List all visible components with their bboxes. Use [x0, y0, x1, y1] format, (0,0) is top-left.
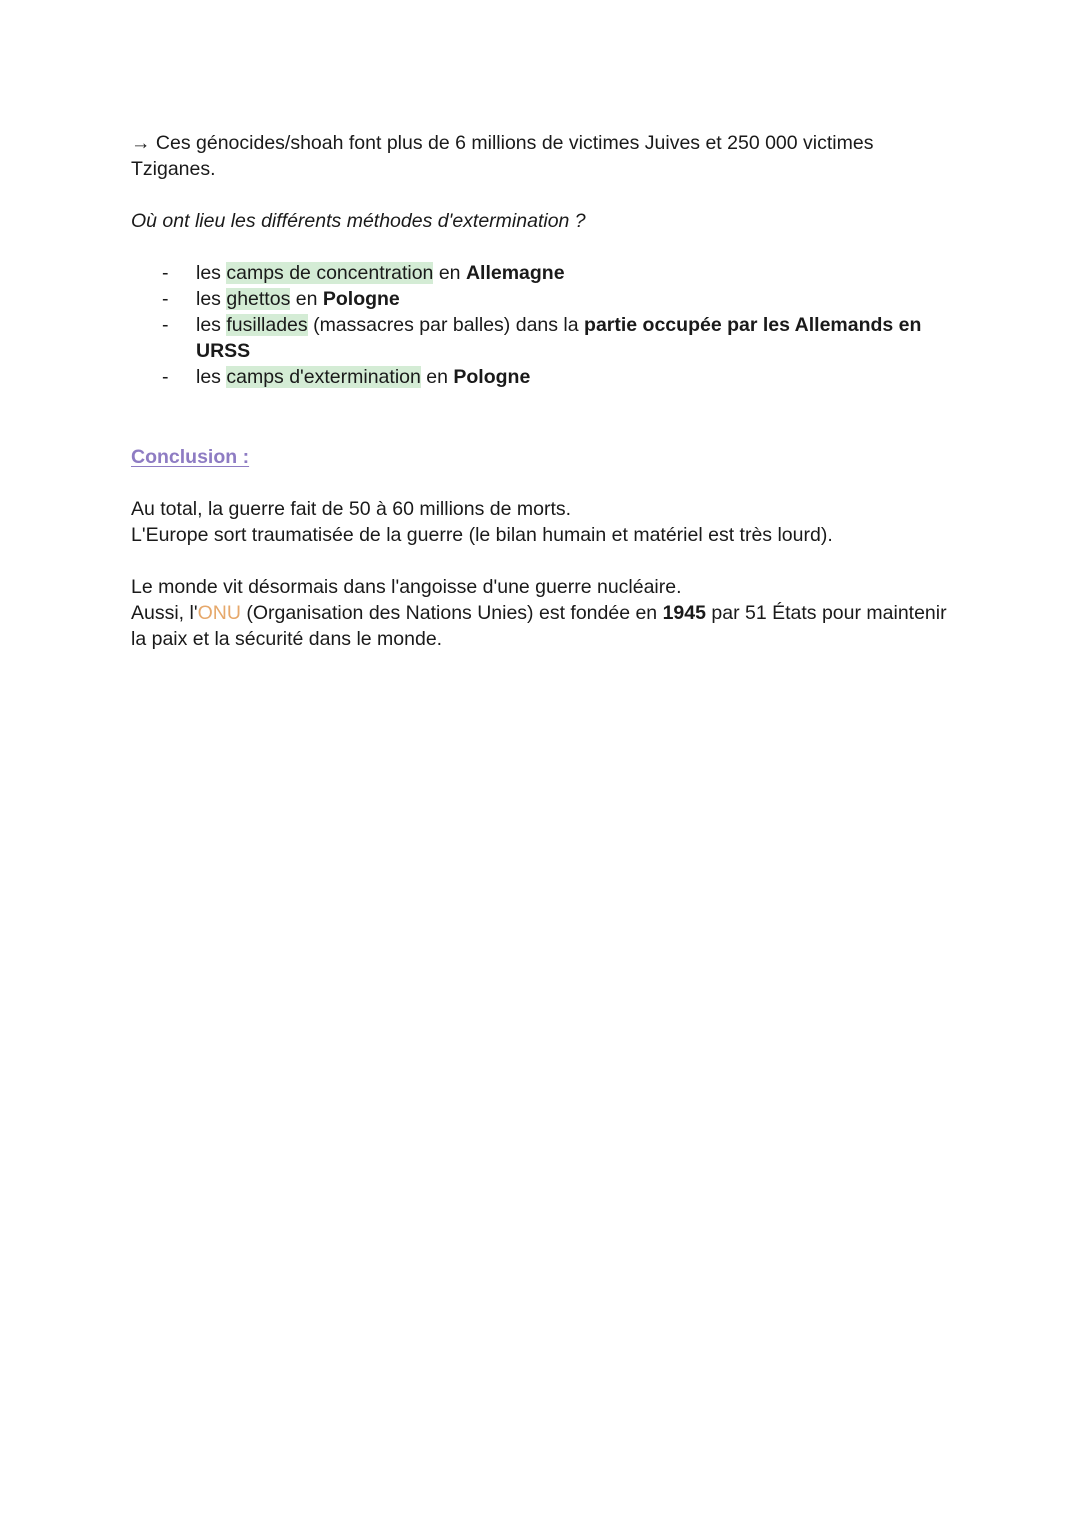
- onu-suffix: par 51 États pour maintenir la paix et la sécurité dans le monde.: [131, 602, 947, 650]
- dash-bullet: -: [162, 262, 169, 284]
- conclusion-line: Au total, la guerre fait de 50 à 60 millions de morts.: [131, 498, 572, 520]
- list-item: [131, 260, 961, 286]
- document-page: [131, 130, 961, 678]
- bold-location: Allemagne: [465, 262, 565, 284]
- conclusion-heading: Conclusion :: [131, 446, 250, 468]
- bold-location: Pologne: [453, 366, 531, 388]
- year-bold: 1945: [662, 602, 706, 624]
- list-item: [131, 286, 961, 312]
- item-prefix: les: [196, 314, 227, 336]
- intro-text: Ces génocides/shoah font plus de 6 millions de victimes Juives et 250 000 victimes Tziganes.: [131, 132, 874, 180]
- highlighted-term: ghettos: [226, 288, 291, 310]
- dash-bullet: -: [162, 288, 169, 310]
- item-prefix: les: [196, 366, 227, 388]
- item-middle: en: [420, 366, 454, 388]
- item-middle: en: [290, 288, 323, 310]
- item-middle: en: [433, 262, 466, 284]
- intro-paragraph: [131, 130, 961, 182]
- highlighted-term: camps de concentration: [226, 262, 434, 284]
- list-item: [131, 312, 961, 364]
- question-heading: Où ont lieu les différents méthodes d'extermination ?: [131, 210, 586, 232]
- conclusion-paragraph-2: [131, 574, 961, 652]
- dash-bullet: -: [162, 314, 169, 336]
- bold-location: partie occupée par les Allemands en URSS: [196, 314, 922, 362]
- onu-prefix: Aussi, l': [131, 602, 198, 624]
- highlighted-term: camps d'extermination: [226, 366, 421, 388]
- list-item: [131, 364, 961, 390]
- conclusion-line: L'Europe sort traumatisée de la guerre (le bilan humain et matériel est très lourd).: [131, 524, 833, 546]
- onu-middle: (Organisation des Nations Unies) est fondée en: [240, 602, 663, 624]
- conclusion-paragraph-1: [131, 496, 961, 548]
- methods-list: [131, 260, 961, 390]
- arrow-icon: →: [131, 132, 151, 154]
- item-prefix: les: [196, 288, 227, 310]
- onu-sentence: [131, 600, 961, 652]
- highlighted-term: fusillades: [226, 314, 308, 336]
- conclusion-line: Le monde vit désormais dans l'angoisse d'une guerre nucléaire.: [131, 576, 682, 598]
- onu-term: ONU: [197, 602, 241, 624]
- item-prefix: les: [196, 262, 227, 284]
- item-middle: (massacres par balles) dans la: [307, 314, 585, 336]
- dash-bullet: -: [162, 366, 169, 388]
- bold-location: Pologne: [322, 288, 400, 310]
